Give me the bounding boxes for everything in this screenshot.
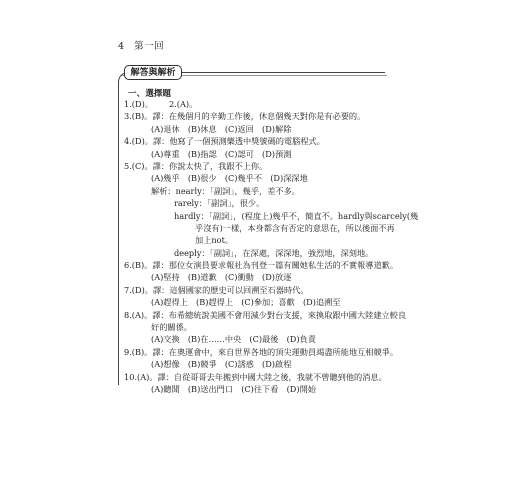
answer-line [124,346,399,358]
section-title: 一、選擇題 [128,89,171,99]
answer-text: 9.(B)。譯：在奧運會中，來自世界各地的頂尖運動員竭盡所能地互相競爭。 [124,346,399,357]
answer-line [124,160,380,172]
answer-text: 1.(D)。 [124,99,153,109]
answer-text: 6.(B)。譯：那位女演員要求報社為刊登一篇有關她私生活的不實報導道歉。 [124,260,399,271]
answer-text: (A)想像 (B)競爭 (C)誘惑 (D)啟程 [151,359,292,370]
answer-line [124,321,380,333]
page-header [118,38,170,52]
answer-text: (A)尊重 (B)指認 (C)認可 (D)預測 [151,148,292,159]
answer-line [124,123,380,135]
answer-text: (A)聽聞 (B)送出門口 (C)往下看 (D)開始 [151,383,316,394]
answer-line [124,271,380,283]
page-number: 4 [118,41,125,52]
answer-line [124,210,419,222]
answer-list [124,98,419,395]
answer-line [124,135,380,147]
answer-line [124,234,380,246]
answer-text: 乎沒有)一樣，本身都含有否定的意思在，所以後面不再 [195,222,395,233]
answer-line [124,309,407,321]
answer-text: 4.(D)。譯：他寫了一個預測樂透中獎號碼的電腦程式。 [124,136,325,147]
answer-text: 加上not。 [195,235,234,246]
answer-text: 10.(A)。譯：自從哥哥去年搬到中國大陸之後，我就不曾聽到他的消息。 [124,371,387,382]
answer-text: 解析：nearly：「副詞」，幾乎，差不多。 [151,185,300,196]
answer-line [124,358,380,370]
answer-line [124,371,387,383]
answer-text: 2.(A)。 [168,99,198,109]
answer-text: (A)幾乎 (B)很少 (C)幾乎不 (D)深深地 [151,173,308,184]
answer-text: 好的關係。 [151,322,192,333]
answer-text: deeply：「副詞」，在深處，深深地，強烈地，深刻地。 [174,247,374,258]
answer-line [124,197,380,209]
answer-text: 7.(D)。譯：這個國家的歷史可以回溯至石器時代。 [124,284,309,295]
answer-text: (A)退休 (B)休息 (C)返回 (D)解除 [151,123,292,134]
section-tab-label: 解答與解析 [124,65,182,80]
answer-text: (A)堅持 (B)道歉 (C)衝動 (D)放逐 [151,272,292,283]
answer-line [124,110,380,122]
answer-text: hardly：「副詞」，(程度上)幾乎不，簡直不。hardly與scarcely(幾 [174,210,419,221]
answer-text: 8.(A)。譯：布希總統說美國不會用減少對台支援，來換取跟中國大陸建立較良 [124,309,407,320]
answer-line [124,296,380,308]
answer-line [124,98,380,110]
chapter-title: 第一回 [134,41,165,52]
answer-text: (A)趕得上 (B)趕得上 (C)參加；喜歡 (D)追溯至 [151,297,341,308]
answer-text: (A)交換 (B)在……中央 (C)最後 (D)負責 [151,334,316,345]
answer-text: rarely：「副詞」，很少。 [174,198,265,209]
answer-line [124,333,380,345]
answer-line [124,259,399,271]
answer-line [124,148,380,160]
answer-line [124,247,380,259]
answer-text: 5.(C)。譯：你說太快了，我跟不上你。 [124,160,268,171]
answer-line [124,383,380,395]
answer-text: 3.(B)。譯：在幾個月的辛勤工作後，休息個幾天對你是有必要的。 [124,111,366,122]
answer-line [124,284,380,296]
answer-line [124,222,395,234]
answer-line [124,172,380,184]
answer-line [124,185,380,197]
